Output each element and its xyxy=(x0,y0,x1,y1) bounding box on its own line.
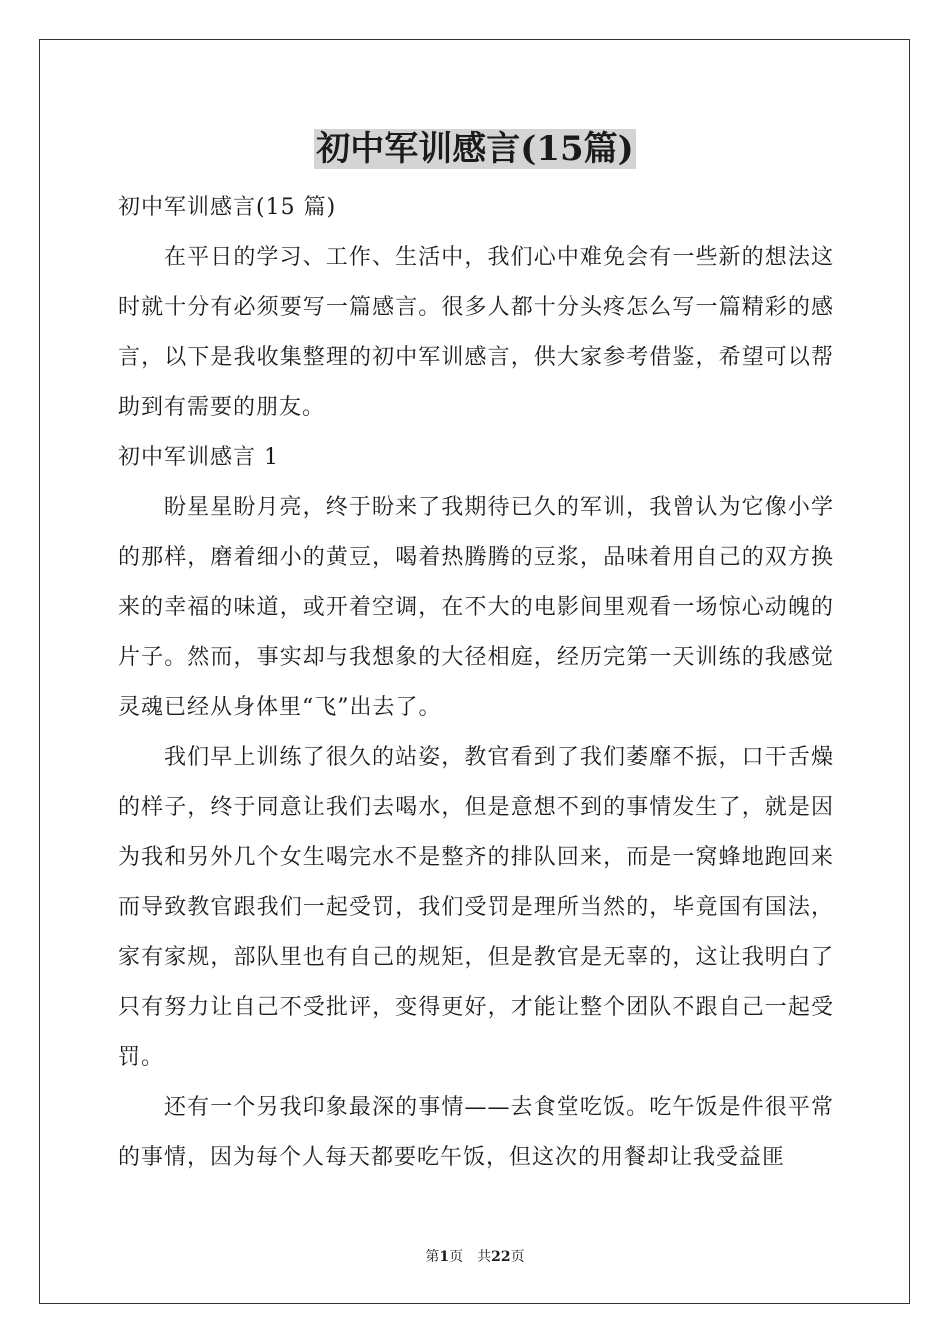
paragraph-body-3: 还有一个另我印象最深的事情——去食堂吃饭。吃午饭是件很平常的事情，因为每个人每天都要吃午饭，但这次的用餐却让我受益匪 xyxy=(118,1095,834,1170)
page-footer xyxy=(0,1246,950,1266)
footer-total-suffix: 页 xyxy=(510,1249,525,1265)
paragraph-section-heading: 初中军训感言 1 xyxy=(118,445,279,470)
paragraph-body-1: 盼星星盼月亮，终于盼来了我期待已久的军训，我曾认为它像小学的那样，磨着细小的黄豆，喝着热腾腾的豆浆，品味着用自己的双方换来的幸福的味道，或开着空调，在不大的电影间里观看一场惊心动魄的片子。然而，事实却与我想象的大径相庭，经历完第一天训练的我感觉灵魂已经从身体里“飞”出去了。 xyxy=(118,495,834,720)
paragraph-body-2: 我们早上训练了很久的站姿，教官看到了我们萎靡不振，口干舌燥的样子，终于同意让我们去喝水，但是意想不到的事情发生了，就是因为我和另外几个女生喝完水不是整齐的排队回来，而是一窝蜂地跑回来而导致教官跟我们一起受罚，我们受罚是理所当然的，毕竟国有国法，家有家规，部队里也有自己的规矩，但是教官是无辜的，这让我明白了只有努力让自己不受批评，变得更好，才能让整个团队不跟自己一起受罚。 xyxy=(118,745,834,1070)
document-title xyxy=(0,126,950,172)
paragraph-intro: 在平日的学习、工作、生活中，我们心中难免会有一些新的想法这时就十分有必须要写一篇感言。很多人都十分头疼怎么写一篇精彩的感言，以下是我收集整理的初中军训感言，供大家参考借鉴，希望可以帮助到有需要的朋友。 xyxy=(118,245,834,420)
paragraph-subtitle: 初中军训感言(15 篇) xyxy=(118,195,337,220)
footer-page-number: 1 xyxy=(439,1249,450,1265)
document-body xyxy=(118,183,834,1183)
footer-page-prefix: 第 xyxy=(425,1249,440,1265)
footer-page-suffix: 页 xyxy=(449,1249,464,1265)
footer-total-pages: 22 xyxy=(491,1249,511,1265)
footer-total-prefix: 共 xyxy=(477,1249,492,1265)
document-title-text: 初中军训感言(15篇) xyxy=(316,129,634,169)
